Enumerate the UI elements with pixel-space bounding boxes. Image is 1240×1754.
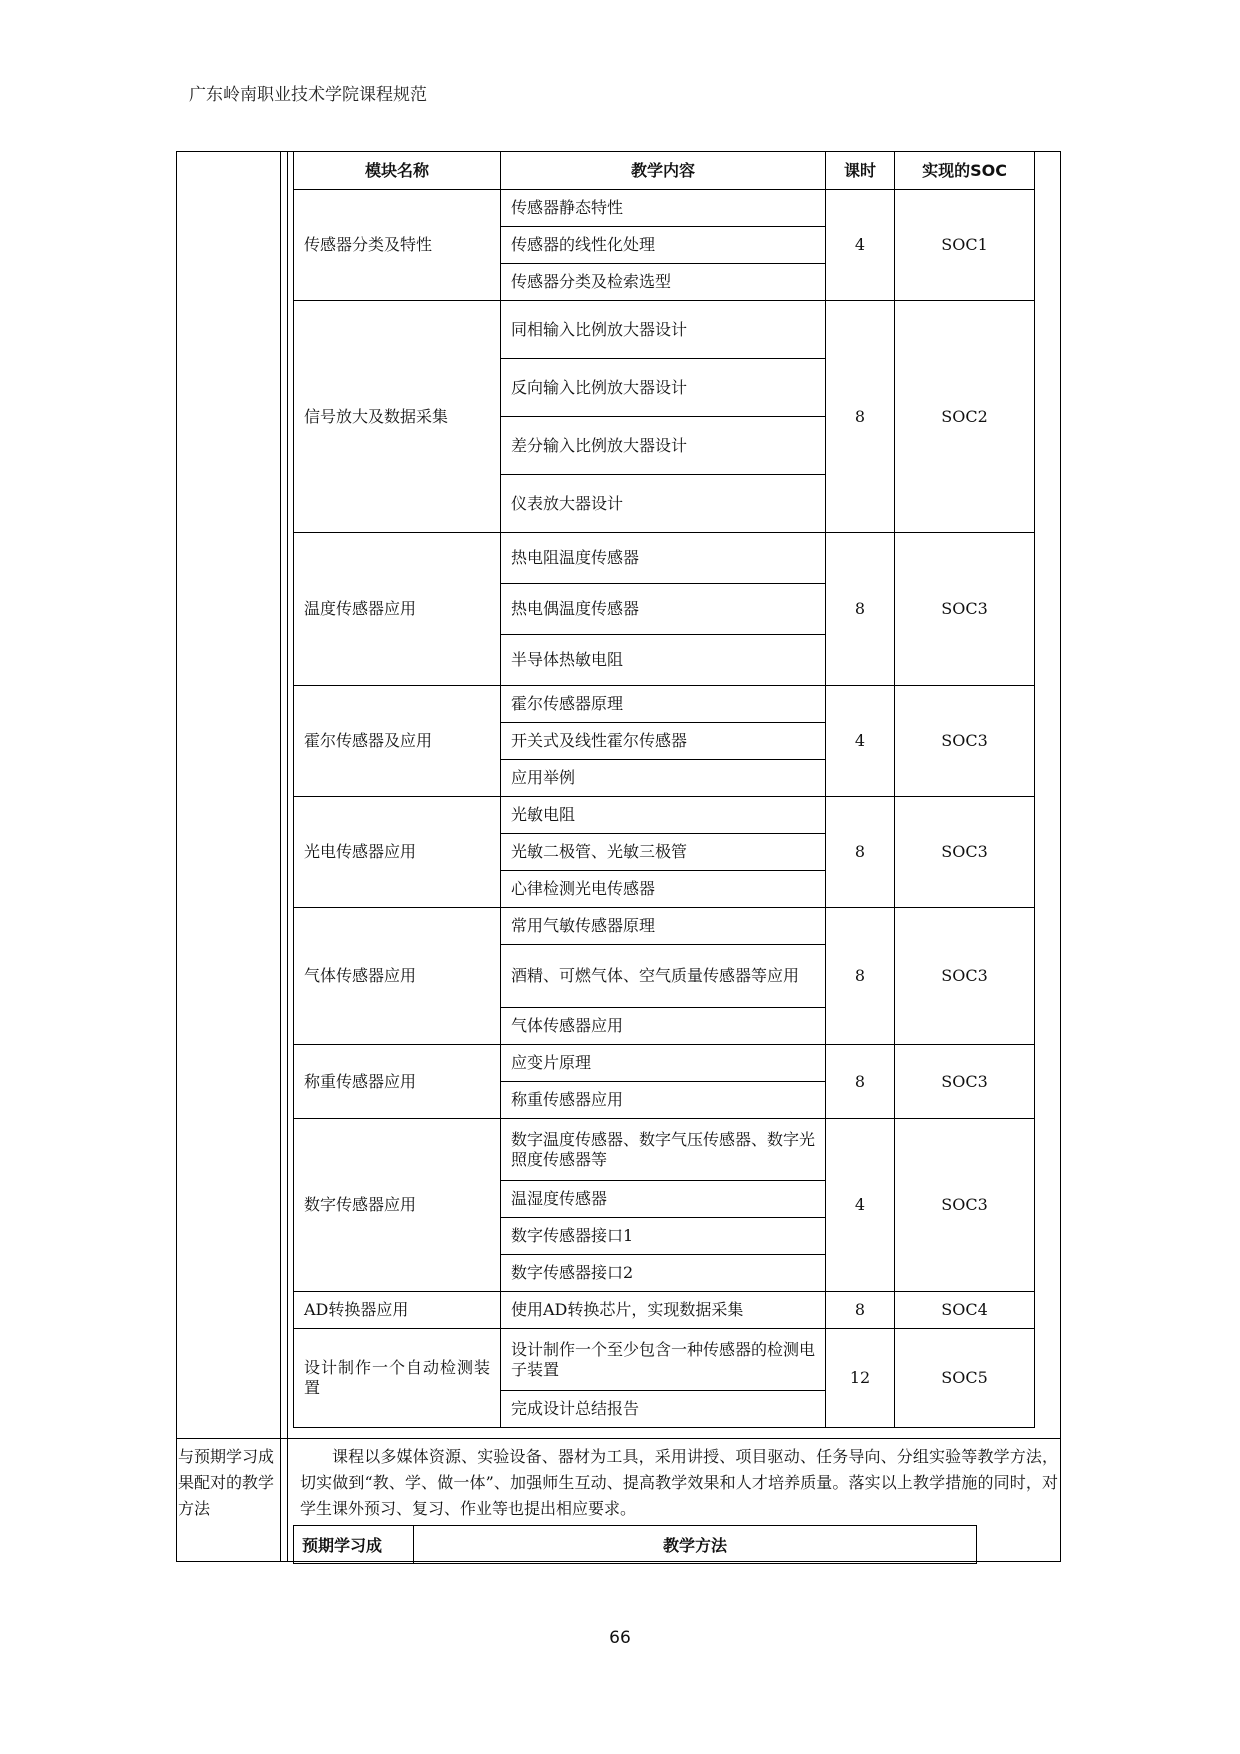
content-cell: 温湿度传感器 — [501, 1181, 826, 1218]
hours-cell: 8 — [826, 797, 895, 908]
method-section-paragraph: 课程以多媒体资源、实验设备、器材为工具，采用讲授、项目驱动、任务导向、分组实验等教学方法，切实做到“教、学、做一体”、加强师生互动、提高教学效果和人才培养质量。落实以上教学措施的同时，对学生课外预习、复习、作业等也提出相应要求。 — [300, 1447, 1058, 1518]
table-row — [294, 686, 1035, 723]
soc-cell: SOC3 — [895, 797, 1035, 908]
soc-cell: SOC4 — [895, 1292, 1035, 1329]
hours-cell: 12 — [826, 1329, 895, 1428]
soc-cell: SOC3 — [895, 908, 1035, 1045]
method-table — [293, 1525, 977, 1564]
table-row — [294, 1329, 1035, 1391]
content-cell: 应用举例 — [501, 760, 826, 797]
method-section-label: 与预期学习成果配对的教学方法 — [178, 1447, 275, 1518]
content-cell: 反向输入比例放大器设计 — [501, 359, 826, 417]
content-cell: 完成设计总结报告 — [501, 1391, 826, 1428]
content-cell: 半导体热敏电阻 — [501, 635, 826, 686]
content-cell: 数字传感器接口1 — [501, 1218, 826, 1255]
module-name-cell: 传感器分类及特性 — [294, 190, 501, 301]
module-table-body — [294, 190, 1035, 1428]
method-table-header-row — [294, 1526, 977, 1564]
table-row — [294, 1292, 1035, 1329]
table-row — [294, 1045, 1035, 1082]
content-cell: 热电阻温度传感器 — [501, 533, 826, 584]
module-name-cell: 数字传感器应用 — [294, 1119, 501, 1292]
inner-double-line — [287, 151, 288, 1562]
content-cell: 光敏二极管、光敏三极管 — [501, 834, 826, 871]
soc-cell: SOC5 — [895, 1329, 1035, 1428]
content-cell: 开关式及线性霍尔传感器 — [501, 723, 826, 760]
table-row — [294, 301, 1035, 359]
hours-cell: 4 — [826, 686, 895, 797]
hours-cell: 8 — [826, 908, 895, 1045]
content-cell: 常用气敏传感器原理 — [501, 908, 826, 945]
content-cell: 光敏电阻 — [501, 797, 826, 834]
table-row — [294, 190, 1035, 227]
column-header-hours: 课时 — [826, 152, 895, 190]
left-column-divider — [280, 151, 281, 1562]
column-header-content: 教学内容 — [501, 152, 826, 190]
content-cell: 热电偶温度传感器 — [501, 584, 826, 635]
page-header: 广东岭南职业技术学院课程规范 — [189, 85, 427, 105]
content-cell: 应变片原理 — [501, 1045, 826, 1082]
soc-cell: SOC3 — [895, 533, 1035, 686]
content-cell: 设计制作一个至少包含一种传感器的检测电子装置 — [501, 1329, 826, 1391]
table-row — [294, 797, 1035, 834]
content-cell: 差分输入比例放大器设计 — [501, 417, 826, 475]
module-name-cell: 气体传感器应用 — [294, 908, 501, 1045]
section-divider — [176, 1438, 1061, 1439]
hours-cell: 8 — [826, 1292, 895, 1329]
module-table-header-row — [294, 152, 1035, 190]
module-name-cell: 信号放大及数据采集 — [294, 301, 501, 533]
content-cell: 数字温度传感器、数字气压传感器、数字光照度传感器等 — [501, 1119, 826, 1181]
column-header-soc: 实现的SOC — [895, 152, 1035, 190]
content-cell: 酒精、可燃气体、空气质量传感器等应用 — [501, 945, 826, 1008]
table-row — [294, 908, 1035, 945]
content-cell: 仪表放大器设计 — [501, 475, 826, 533]
module-name-cell: 温度传感器应用 — [294, 533, 501, 686]
content-cell: 气体传感器应用 — [501, 1008, 826, 1045]
content-cell: 数字传感器接口2 — [501, 1255, 826, 1292]
table-row — [294, 1119, 1035, 1181]
soc-cell: SOC3 — [895, 1119, 1035, 1292]
module-name-cell: AD转换器应用 — [294, 1292, 501, 1329]
content-cell: 传感器的线性化处理 — [501, 227, 826, 264]
soc-cell: SOC1 — [895, 190, 1035, 301]
content-cell: 传感器分类及检索选型 — [501, 264, 826, 301]
content-cell: 使用AD转换芯片，实现数据采集 — [501, 1292, 826, 1329]
column-header-method: 教学方法 — [414, 1526, 977, 1564]
table-row — [294, 533, 1035, 584]
hours-cell: 8 — [826, 533, 895, 686]
content-cell: 霍尔传感器原理 — [501, 686, 826, 723]
hours-cell: 4 — [826, 1119, 895, 1292]
content-cell: 同相输入比例放大器设计 — [501, 301, 826, 359]
column-header-module: 模块名称 — [294, 152, 501, 190]
content-cell: 心律检测光电传感器 — [501, 871, 826, 908]
column-header-outcome: 预期学习成 — [294, 1526, 414, 1564]
module-name-cell: 光电传感器应用 — [294, 797, 501, 908]
hours-cell: 8 — [826, 301, 895, 533]
module-name-cell: 霍尔传感器及应用 — [294, 686, 501, 797]
page-number: 66 — [609, 1628, 631, 1648]
module-table — [293, 151, 1035, 1428]
module-name-cell: 设计制作一个自动检测装置 — [294, 1329, 501, 1428]
content-cell: 传感器静态特性 — [501, 190, 826, 227]
hours-cell: 8 — [826, 1045, 895, 1119]
content-cell: 称重传感器应用 — [501, 1082, 826, 1119]
soc-cell: SOC2 — [895, 301, 1035, 533]
soc-cell: SOC3 — [895, 1045, 1035, 1119]
hours-cell: 4 — [826, 190, 895, 301]
module-name-cell: 称重传感器应用 — [294, 1045, 501, 1119]
soc-cell: SOC3 — [895, 686, 1035, 797]
